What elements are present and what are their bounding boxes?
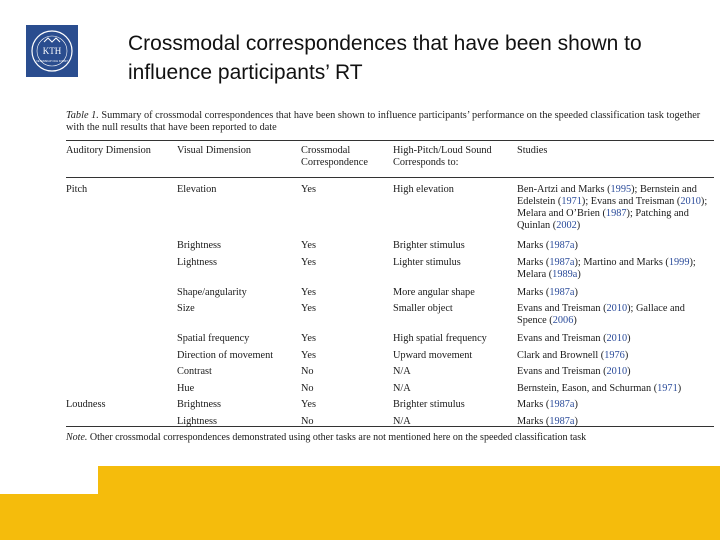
cell-corr: Yes (301, 240, 316, 251)
citation-year: 1987a (549, 240, 575, 251)
citation-text: ); Patching and Quinlan ( (517, 208, 689, 231)
cell-high: N/A (393, 383, 411, 394)
table-caption-text: Summary of crossmodal correspondences that have been shown to influence participants’ performance on the speeded classification task together with the null results that have been reported to date (66, 110, 701, 133)
table-body (66, 178, 714, 426)
cell-corr: No (301, 416, 314, 427)
cell-corr: Yes (301, 399, 316, 410)
table-note: Note. Other crossmodal correspondences demonstrated using other tasks are not mentioned here on the speeded classification task (66, 432, 587, 443)
svg-text:KTH: KTH (42, 46, 62, 56)
header-visual: Visual Dimension (177, 145, 252, 156)
citation-text: ); Melara and O’Brien ( (517, 196, 708, 219)
citation-text: Ben-Artzi and Marks ( (517, 184, 611, 195)
citation-year: 2010 (680, 196, 701, 207)
cell-visual: Brightness (177, 240, 222, 251)
header-crossmodal: Crossmodal Correspondence (301, 145, 368, 168)
citation-year: 1987a (549, 257, 575, 268)
citation-text: Evans and Treisman ( (517, 303, 607, 314)
cell-studies (517, 257, 717, 281)
header-auditory: Auditory Dimension (66, 145, 151, 156)
citation-text: ) (573, 315, 577, 326)
citation-text: Evans and Treisman ( (517, 333, 607, 344)
citation-text: ) (627, 366, 631, 377)
citation-text: Marks ( (517, 240, 550, 251)
cell-visual: Brightness (177, 399, 222, 410)
kth-logo (26, 25, 78, 77)
header-studies: Studies (517, 145, 548, 156)
citation-text: ) (574, 399, 578, 410)
cell-high: N/A (393, 416, 411, 427)
cell-high: Brighter stimulus (393, 399, 465, 410)
header-high-pitch: High-Pitch/Loud Sound Corresponds to: (393, 145, 492, 168)
cell-visual: Direction of movement (177, 350, 274, 361)
table-caption-label: Table 1. (66, 110, 99, 121)
slide-title: Crossmodal correspondences that have been shown to influence participants’ RT (128, 32, 642, 84)
cell-studies (517, 383, 717, 395)
citation-text: ) (574, 287, 578, 298)
cell-studies (517, 416, 717, 428)
cell-corr: No (301, 366, 314, 377)
citation-text: ); Melara ( (517, 257, 696, 280)
cell-visual: Hue (177, 383, 195, 394)
citation-year: 2010 (606, 366, 628, 377)
table-caption (66, 110, 714, 134)
cell-visual: Elevation (177, 184, 217, 195)
cell-high: High elevation (393, 184, 454, 195)
cell-high: Brighter stimulus (393, 240, 465, 251)
cell-corr: Yes (301, 257, 316, 268)
citation-year: 1987 (605, 208, 627, 219)
citation-year: 1989a (552, 269, 578, 280)
citation-year: 1999 (668, 257, 690, 268)
citation-year: 1971 (561, 196, 582, 207)
citation-text: ); Bernstein and Edelstein ( (517, 184, 697, 207)
citation-year: 1995 (610, 184, 632, 195)
cell-high: N/A (393, 366, 411, 377)
citation-year: 1987a (549, 287, 575, 298)
cell-studies (517, 184, 717, 232)
citation-text: Marks ( (517, 416, 550, 427)
cell-visual: Size (177, 303, 195, 314)
cell-high: Upward movement (393, 350, 473, 361)
footer-notch (0, 466, 98, 494)
cell-studies (517, 303, 717, 327)
citation-text: ); Gallace and Spence ( (517, 303, 685, 326)
cell-corr: Yes (301, 333, 316, 344)
cell-visual: Spatial frequency (177, 333, 250, 344)
citation-year: 1987a (549, 399, 575, 410)
citation-text: Marks ( (517, 287, 550, 298)
cell-corr: Yes (301, 184, 316, 195)
svg-text:VETENSKAP OCH KONST: VETENSKAP OCH KONST (36, 60, 68, 63)
citation-year: 2006 (552, 315, 574, 326)
citation-text: ) (576, 220, 581, 231)
cell-high: Lighter stimulus (393, 257, 461, 268)
citation-year: 1971 (657, 383, 678, 394)
cell-corr: Yes (301, 287, 316, 298)
cell-visual: Lightness (177, 257, 218, 268)
cell-visual: Contrast (177, 366, 212, 377)
correspondence-table (66, 110, 714, 454)
footer-band (0, 466, 720, 540)
cell-studies (517, 350, 717, 362)
table-header (66, 141, 714, 177)
cell-studies (517, 287, 717, 299)
citation-year: 1987a (549, 416, 575, 427)
cell-studies (517, 333, 717, 345)
citation-text: ) (627, 333, 631, 344)
cell-visual: Shape/angularity (177, 287, 247, 298)
citation-text: ) (574, 416, 578, 427)
citation-text: ) (677, 383, 682, 394)
citation-year: 2010 (606, 333, 628, 344)
citation-text: Marks ( (517, 257, 550, 268)
cell-corr: Yes (301, 350, 316, 361)
cell-corr: Yes (301, 303, 316, 314)
cell-corr: No (301, 383, 314, 394)
citation-text: Clark and Brownell ( (517, 350, 605, 361)
cell-studies (517, 240, 717, 252)
citation-text: Marks ( (517, 399, 550, 410)
citation-text: Evans and Treisman ( (517, 366, 607, 377)
citation-text: Bernstein, Eason, and Schurman ( (517, 383, 658, 394)
citation-text: ); Martino and Marks ( (574, 257, 669, 268)
citation-year: 1976 (604, 350, 625, 361)
cell-studies (517, 399, 717, 411)
cell-auditory: Loudness (66, 399, 106, 410)
cell-high: High spatial frequency (393, 333, 487, 344)
citation-text: ) (624, 350, 629, 361)
cell-high: More angular shape (393, 287, 475, 298)
cell-auditory: Pitch (66, 184, 88, 195)
citation-text: ); Evans and Treisman ( (581, 196, 681, 207)
cell-studies (517, 366, 717, 378)
citation-text: ) (574, 240, 578, 251)
citation-year: 2002 (556, 220, 577, 231)
cell-visual: Lightness (177, 416, 218, 427)
citation-text: ) (577, 269, 581, 280)
citation-year: 2010 (606, 303, 628, 314)
cell-high: Smaller object (393, 303, 453, 314)
